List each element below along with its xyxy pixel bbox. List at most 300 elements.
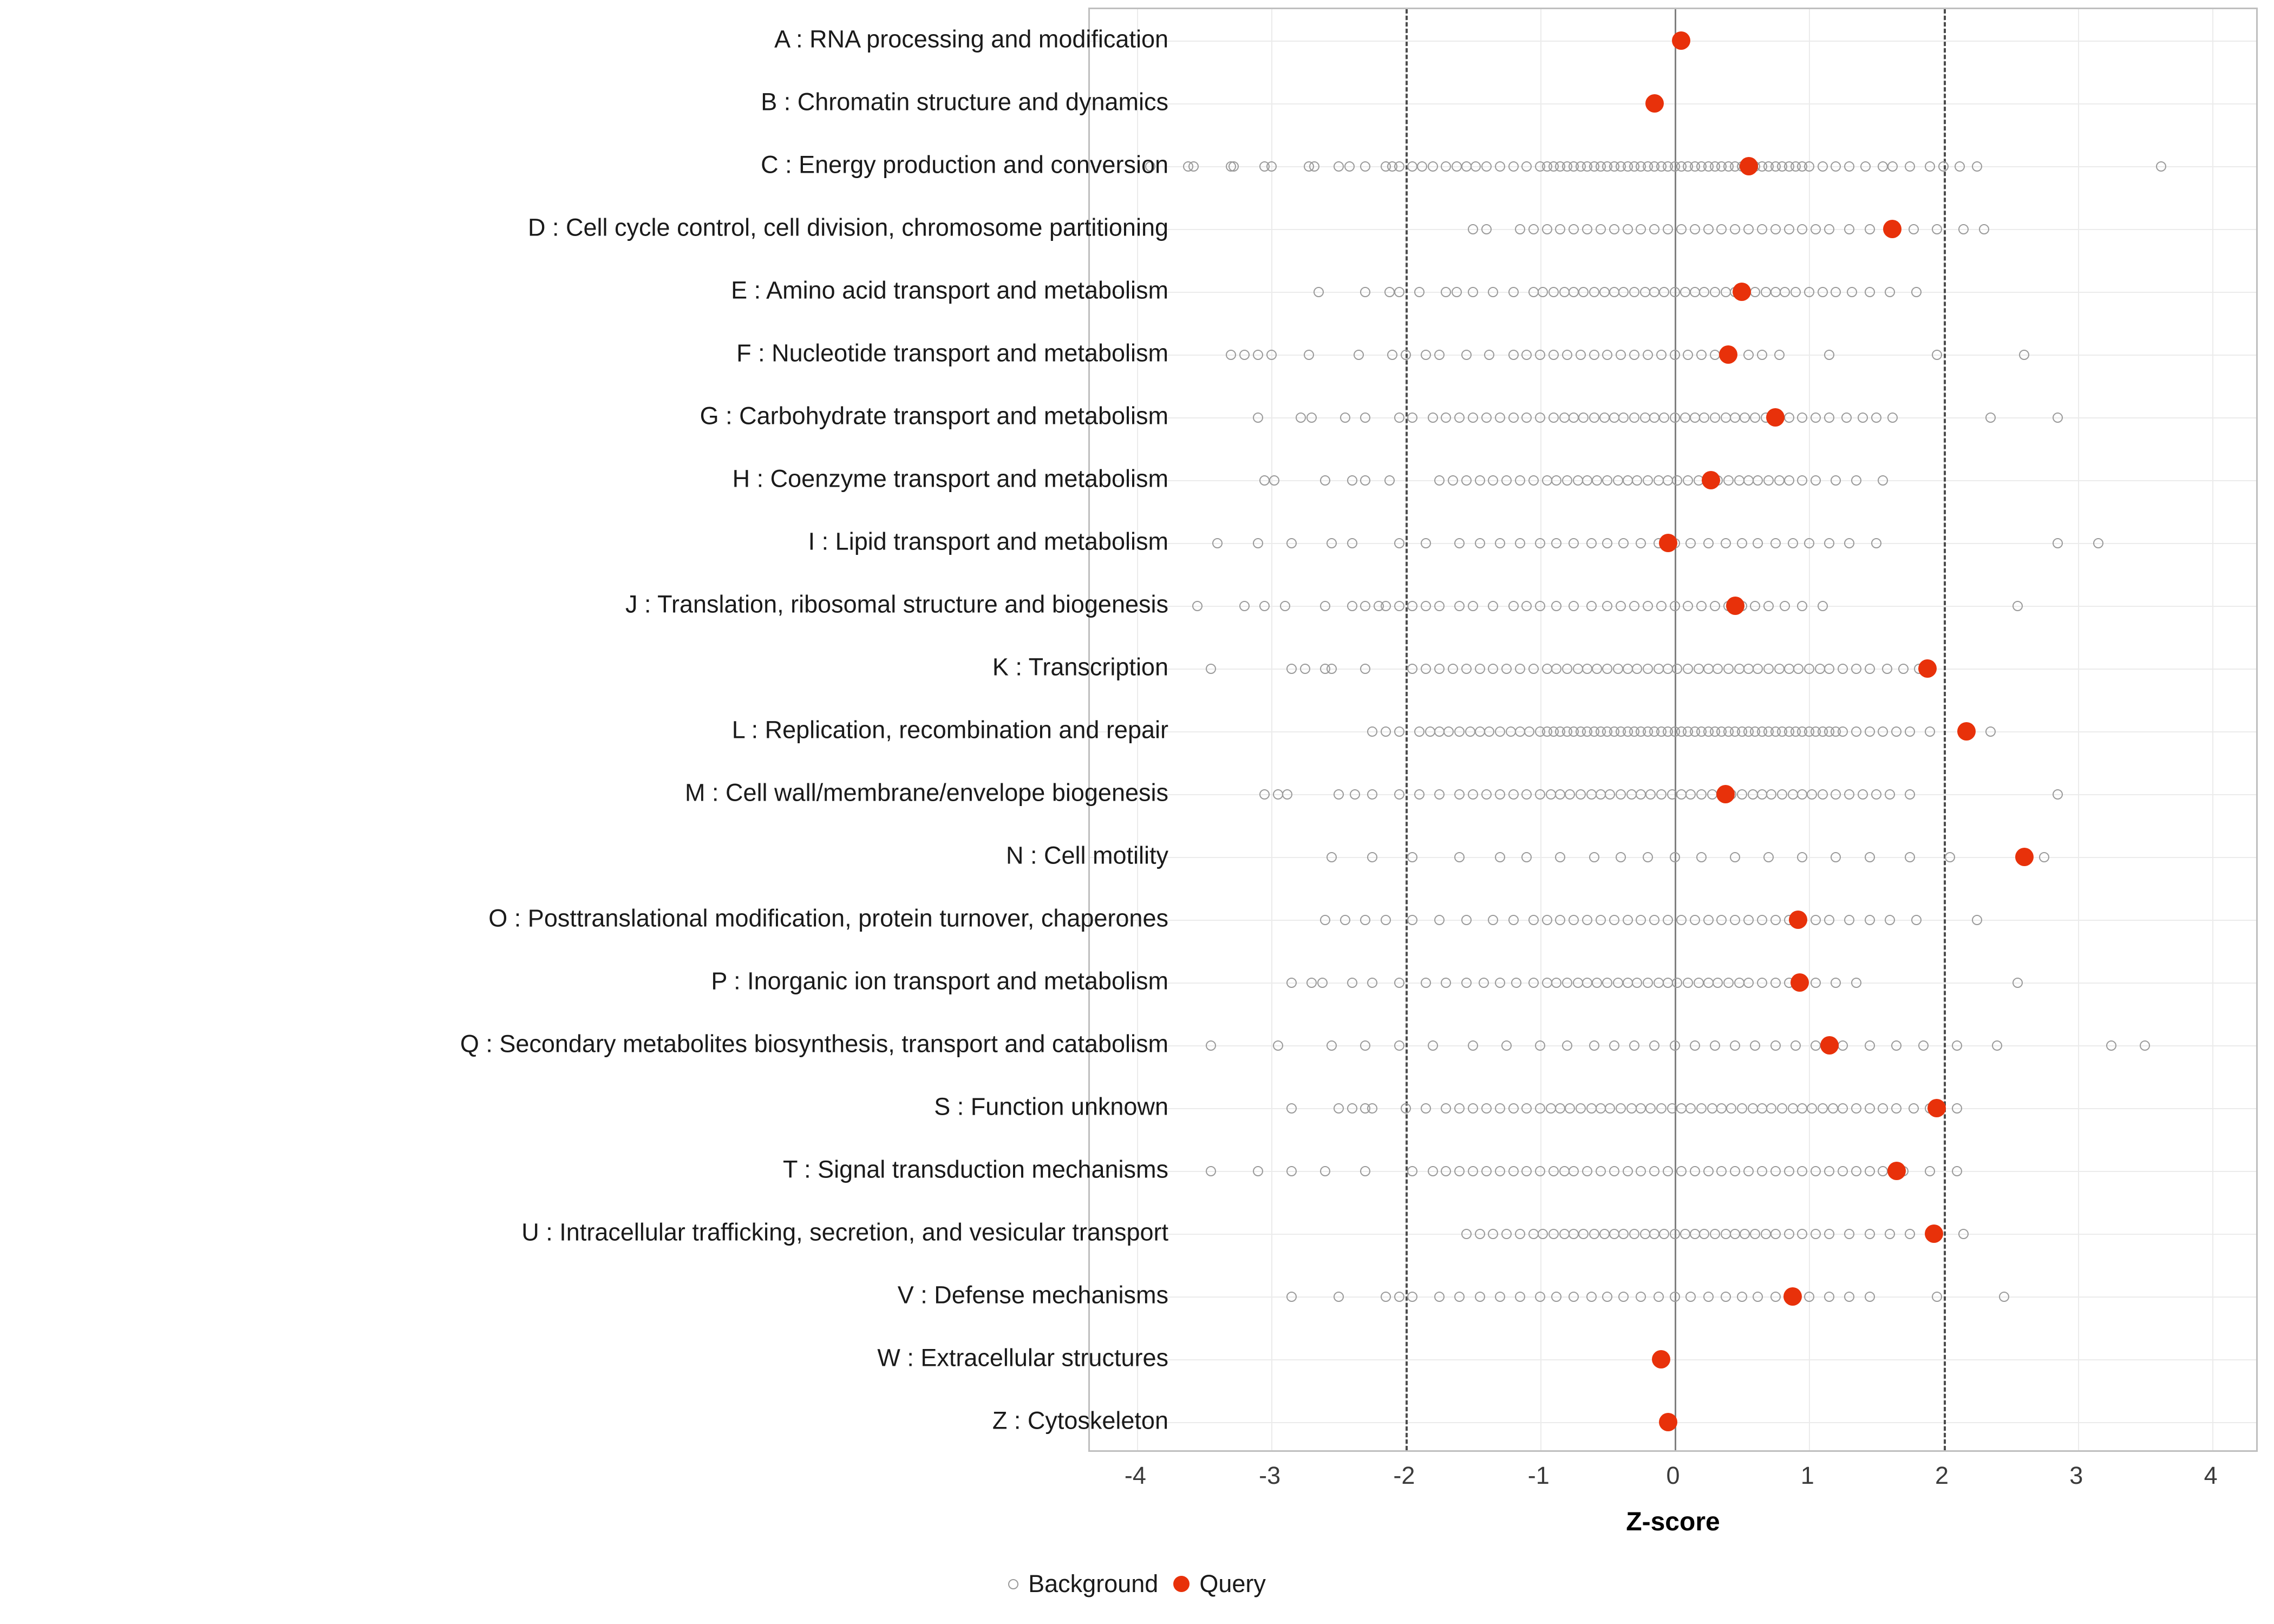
background-point — [1538, 287, 1548, 297]
background-point — [1475, 664, 1485, 674]
background-point — [1743, 664, 1754, 674]
background-point — [1770, 538, 1781, 548]
background-point — [1414, 287, 1424, 297]
background-point — [1344, 161, 1355, 172]
background-point — [1770, 1292, 1781, 1302]
background-point — [2039, 852, 2049, 862]
query-point — [1789, 911, 1807, 929]
background-point — [1716, 224, 1727, 234]
category-label: F : Nucleotide transport and metabolism — [736, 339, 1168, 367]
background-point — [1757, 915, 1767, 925]
background-point — [1495, 412, 1505, 423]
background-point — [1548, 412, 1559, 423]
background-point — [1582, 664, 1592, 674]
background-point — [1656, 601, 1667, 611]
background-point — [1710, 350, 1720, 360]
background-point — [1699, 412, 1709, 423]
background-point — [1905, 1229, 1915, 1239]
background-point — [1605, 789, 1615, 800]
background-point — [1851, 475, 1861, 486]
background-point — [1831, 161, 1841, 172]
background-point — [1844, 789, 1854, 800]
background-point — [1672, 475, 1682, 486]
background-point — [1488, 1229, 1498, 1239]
category-label: D : Cell cycle control, cell division, chromosome partitioning — [528, 213, 1168, 241]
background-point — [1683, 475, 1693, 486]
background-point — [1723, 664, 1734, 674]
background-point — [1766, 1103, 1776, 1114]
background-point — [2053, 789, 2063, 800]
background-point — [1710, 287, 1720, 297]
background-point — [1286, 664, 1297, 674]
background-point — [1488, 287, 1498, 297]
background-point — [1239, 350, 1250, 360]
background-point — [1259, 601, 1270, 611]
background-point — [1663, 1166, 1673, 1176]
background-point — [1828, 1103, 1838, 1114]
background-point — [1811, 1040, 1821, 1051]
background-point — [1726, 1103, 1736, 1114]
background-point — [1676, 1103, 1687, 1114]
background-point — [1528, 475, 1539, 486]
background-point — [1327, 1040, 1337, 1051]
background-point — [1599, 1229, 1610, 1239]
background-point — [1721, 412, 1731, 423]
background-point — [1586, 789, 1597, 800]
background-point — [1737, 538, 1747, 548]
background-point — [1667, 1103, 1677, 1114]
background-point — [1340, 412, 1350, 423]
background-point — [1495, 538, 1505, 548]
background-point — [1475, 538, 1485, 548]
background-point — [1468, 789, 1478, 800]
query-point — [1659, 1413, 1677, 1431]
background-point — [1804, 161, 1814, 172]
background-point — [1559, 1166, 1570, 1176]
background-point — [1417, 161, 1427, 172]
background-point — [1831, 789, 1841, 800]
background-point — [1528, 664, 1539, 674]
background-point — [1676, 915, 1687, 925]
background-point — [1452, 161, 1462, 172]
background-point — [1441, 161, 1451, 172]
background-point — [1680, 1229, 1690, 1239]
background-point — [1663, 224, 1673, 234]
background-point — [1515, 1229, 1525, 1239]
background-point — [1434, 789, 1445, 800]
background-point — [1569, 287, 1579, 297]
background-point — [1632, 978, 1642, 988]
background-point — [1495, 1292, 1505, 1302]
background-point — [1589, 1229, 1599, 1239]
background-point — [1414, 726, 1424, 737]
background-point — [1508, 1103, 1519, 1114]
background-point — [1618, 1229, 1629, 1239]
background-point — [1797, 475, 1807, 486]
background-point — [1495, 1103, 1505, 1114]
background-point — [1565, 1103, 1575, 1114]
background-point — [1421, 1103, 1431, 1114]
background-point — [1618, 287, 1629, 297]
background-point — [1654, 664, 1664, 674]
background-point — [1528, 1229, 1539, 1239]
background-point — [1528, 287, 1539, 297]
gridline-horizontal — [1090, 1359, 2256, 1360]
background-point — [1885, 1229, 1895, 1239]
background-point — [1320, 1166, 1330, 1176]
background-point — [1475, 726, 1485, 737]
background-point — [1750, 601, 1760, 611]
background-point — [1636, 789, 1646, 800]
background-point — [1454, 412, 1465, 423]
background-point — [1360, 664, 1370, 674]
background-point — [1495, 726, 1505, 737]
background-point — [1730, 412, 1740, 423]
background-point — [1656, 1103, 1667, 1114]
background-point — [1521, 601, 1532, 611]
chart-legend — [0, 1570, 2274, 1598]
background-point — [1649, 287, 1659, 297]
background-point — [1694, 978, 1704, 988]
background-point — [1676, 1166, 1687, 1176]
background-point — [1461, 350, 1472, 360]
background-point — [1578, 287, 1589, 297]
background-point — [1286, 1166, 1297, 1176]
background-point — [1865, 1166, 1875, 1176]
background-point — [1623, 915, 1633, 925]
background-point — [1905, 161, 1915, 172]
background-point — [1804, 664, 1814, 674]
background-point — [1360, 475, 1370, 486]
background-point — [1784, 1166, 1794, 1176]
background-point — [1495, 978, 1505, 988]
background-point — [1623, 978, 1633, 988]
query-point — [2015, 848, 2034, 866]
gridline-horizontal — [1090, 103, 2256, 104]
background-point — [1542, 475, 1552, 486]
background-point — [1770, 224, 1781, 234]
background-point — [1844, 1229, 1854, 1239]
background-point — [1696, 852, 1707, 862]
background-point — [1360, 915, 1370, 925]
background-point — [1844, 1292, 1854, 1302]
background-point — [1582, 915, 1592, 925]
background-point — [1629, 350, 1639, 360]
background-point — [1589, 1040, 1599, 1051]
background-point — [1569, 412, 1579, 423]
background-point — [1753, 664, 1763, 674]
category-label: Q : Secondary metabolites biosynthesis, transport and catabolism — [460, 1030, 1168, 1058]
background-point — [1573, 978, 1583, 988]
background-point — [1320, 601, 1330, 611]
background-point — [1618, 1292, 1629, 1302]
background-point — [1793, 664, 1803, 674]
background-point — [1501, 664, 1512, 674]
background-point — [1508, 412, 1519, 423]
background-point — [1569, 915, 1579, 925]
background-point — [1407, 1166, 1417, 1176]
background-point — [1495, 852, 1505, 862]
background-point — [1269, 475, 1279, 486]
background-point — [2093, 538, 2103, 548]
background-point — [1640, 287, 1650, 297]
background-point — [2106, 1040, 2116, 1051]
background-point — [1748, 1103, 1758, 1114]
background-point — [1703, 978, 1714, 988]
background-point — [1865, 1229, 1875, 1239]
background-point — [1838, 1040, 1848, 1051]
background-point — [1750, 1040, 1760, 1051]
background-point — [1508, 287, 1519, 297]
background-point — [1932, 1292, 1942, 1302]
background-point — [1626, 1103, 1637, 1114]
background-point — [1286, 978, 1297, 988]
background-point — [1586, 601, 1597, 611]
background-point — [1407, 915, 1417, 925]
background-point — [1586, 538, 1597, 548]
background-point — [1891, 726, 1901, 737]
background-point — [1925, 161, 1935, 172]
background-point — [1548, 1166, 1559, 1176]
background-point — [1887, 161, 1898, 172]
background-point — [1670, 1292, 1680, 1302]
background-point — [1360, 1166, 1370, 1176]
background-point — [1511, 978, 1521, 988]
background-point — [1582, 475, 1592, 486]
background-point — [1528, 224, 1539, 234]
background-point — [1761, 1229, 1771, 1239]
background-point — [1757, 1103, 1767, 1114]
background-point — [1448, 664, 1458, 674]
background-point — [1737, 1292, 1747, 1302]
gridline-vertical — [2212, 9, 2213, 1450]
background-point — [1770, 1166, 1781, 1176]
background-point — [1421, 664, 1431, 674]
background-point — [1273, 1040, 1283, 1051]
background-point — [1623, 1166, 1633, 1176]
background-point — [1394, 287, 1404, 297]
background-point — [1609, 1229, 1619, 1239]
background-point — [1865, 1292, 1875, 1302]
background-point — [1381, 915, 1391, 925]
background-point — [1958, 1229, 1969, 1239]
background-point — [1707, 789, 1717, 800]
background-point — [1334, 1103, 1344, 1114]
background-point — [1683, 978, 1693, 988]
background-point — [1865, 664, 1875, 674]
background-point — [1640, 412, 1650, 423]
category-label: G : Carbohydrate transport and metabolism — [700, 402, 1168, 430]
background-point — [1985, 726, 1996, 737]
background-point — [1407, 601, 1417, 611]
background-point — [1925, 1166, 1935, 1176]
category-label: W : Extracellular structures — [877, 1344, 1168, 1372]
background-point — [1589, 350, 1599, 360]
background-point — [1501, 1229, 1512, 1239]
background-point — [1596, 789, 1606, 800]
query-point — [1766, 408, 1785, 427]
background-point — [1757, 224, 1767, 234]
background-point — [1461, 915, 1472, 925]
background-point — [1317, 978, 1328, 988]
background-point — [1394, 726, 1404, 737]
background-point — [1616, 1103, 1626, 1114]
background-point — [1384, 475, 1395, 486]
background-point — [1788, 789, 1798, 800]
background-point — [1461, 1229, 1472, 1239]
category-label: L : Replication, recombination and repair — [731, 716, 1168, 744]
background-point — [2140, 1040, 2150, 1051]
background-point — [1626, 789, 1637, 800]
background-point — [1428, 1166, 1438, 1176]
background-point — [1188, 161, 1199, 172]
background-point — [1401, 350, 1411, 360]
background-point — [1589, 412, 1599, 423]
background-point — [1300, 664, 1310, 674]
background-point — [1753, 1292, 1763, 1302]
category-label: M : Cell wall/membrane/envelope biogenesis — [685, 778, 1168, 807]
category-label: P : Inorganic ion transport and metabolism — [711, 967, 1168, 995]
background-point — [1454, 538, 1465, 548]
background-point — [1266, 161, 1277, 172]
background-point — [1304, 350, 1314, 360]
background-point — [1649, 1166, 1659, 1176]
background-point — [1360, 601, 1370, 611]
background-point — [1757, 350, 1767, 360]
background-point — [1421, 601, 1431, 611]
background-point — [1811, 915, 1821, 925]
background-point — [1807, 789, 1817, 800]
background-point — [1716, 915, 1727, 925]
background-point — [1797, 1229, 1807, 1239]
background-point — [1952, 1040, 1962, 1051]
background-point — [1454, 852, 1465, 862]
background-point — [1891, 1040, 1901, 1051]
background-point — [1618, 412, 1629, 423]
background-point — [1676, 224, 1687, 234]
background-point — [1555, 852, 1565, 862]
background-point — [1562, 475, 1572, 486]
category-label: E : Amino acid transport and metabolism — [731, 276, 1168, 304]
background-point — [1576, 350, 1586, 360]
background-point — [1559, 412, 1570, 423]
query-point — [1733, 283, 1751, 301]
background-point — [1905, 789, 1915, 800]
background-point — [1569, 224, 1579, 234]
threshold-reference-line — [1944, 9, 1946, 1450]
background-point — [1699, 287, 1709, 297]
background-point — [1643, 350, 1653, 360]
background-point — [1629, 412, 1639, 423]
background-point — [1434, 726, 1445, 737]
background-point — [1381, 726, 1391, 737]
background-point — [1824, 915, 1834, 925]
background-point — [1797, 852, 1807, 862]
background-point — [1636, 538, 1646, 548]
legend-item-query — [1173, 1570, 1266, 1598]
background-point — [1441, 412, 1451, 423]
background-point — [1774, 664, 1785, 674]
background-point — [1757, 1166, 1767, 1176]
background-point — [1599, 287, 1610, 297]
background-point — [1535, 601, 1545, 611]
background-point — [1475, 1292, 1485, 1302]
background-point — [1818, 287, 1828, 297]
background-point — [1613, 978, 1623, 988]
background-point — [1750, 287, 1760, 297]
category-label: C : Energy production and conversion — [761, 150, 1168, 179]
background-point — [1804, 538, 1814, 548]
background-point — [1586, 1103, 1597, 1114]
background-point — [1521, 161, 1532, 172]
background-point — [1306, 978, 1317, 988]
background-point — [1851, 726, 1861, 737]
background-point — [1696, 1103, 1707, 1114]
background-point — [1347, 978, 1357, 988]
background-point — [1589, 287, 1599, 297]
background-point — [1844, 161, 1854, 172]
background-point — [1734, 978, 1744, 988]
background-point — [1663, 664, 1673, 674]
background-point — [1670, 1229, 1680, 1239]
x-tick-label: 4 — [2204, 1462, 2218, 1489]
background-point — [1334, 789, 1344, 800]
background-point — [1551, 1292, 1561, 1302]
background-point — [1384, 287, 1395, 297]
background-point — [1685, 1292, 1696, 1302]
background-point — [1484, 350, 1494, 360]
background-point — [1710, 1040, 1720, 1051]
background-point — [1716, 1166, 1727, 1176]
background-point — [1602, 350, 1612, 360]
background-point — [1360, 287, 1370, 297]
background-point — [1676, 789, 1687, 800]
background-point — [1918, 1040, 1929, 1051]
background-point — [1488, 601, 1498, 611]
background-point — [1454, 789, 1465, 800]
background-point — [1851, 1166, 1861, 1176]
background-point — [1434, 601, 1445, 611]
background-point — [1582, 224, 1592, 234]
background-point — [1690, 412, 1700, 423]
background-point — [1761, 287, 1771, 297]
background-point — [1654, 1292, 1664, 1302]
background-point — [1555, 915, 1565, 925]
background-point — [1654, 475, 1664, 486]
background-point — [1663, 915, 1673, 925]
background-point — [1468, 287, 1478, 297]
background-point — [1696, 601, 1707, 611]
legend-item-background — [1008, 1570, 1158, 1598]
background-point — [1559, 1229, 1570, 1239]
query-point — [1783, 1287, 1802, 1306]
background-point — [2019, 350, 2029, 360]
background-point — [1578, 1229, 1589, 1239]
background-point — [1659, 412, 1669, 423]
background-point — [1649, 915, 1659, 925]
x-tick-label: 0 — [1666, 1462, 1680, 1489]
background-point — [1555, 1103, 1565, 1114]
background-point — [1750, 412, 1760, 423]
background-point — [1562, 978, 1572, 988]
background-point — [1528, 978, 1539, 988]
background-point — [1649, 1229, 1659, 1239]
background-point — [1860, 161, 1871, 172]
background-point — [1703, 1166, 1714, 1176]
background-point — [1515, 1292, 1525, 1302]
background-point — [1515, 538, 1525, 548]
background-point — [1521, 350, 1532, 360]
